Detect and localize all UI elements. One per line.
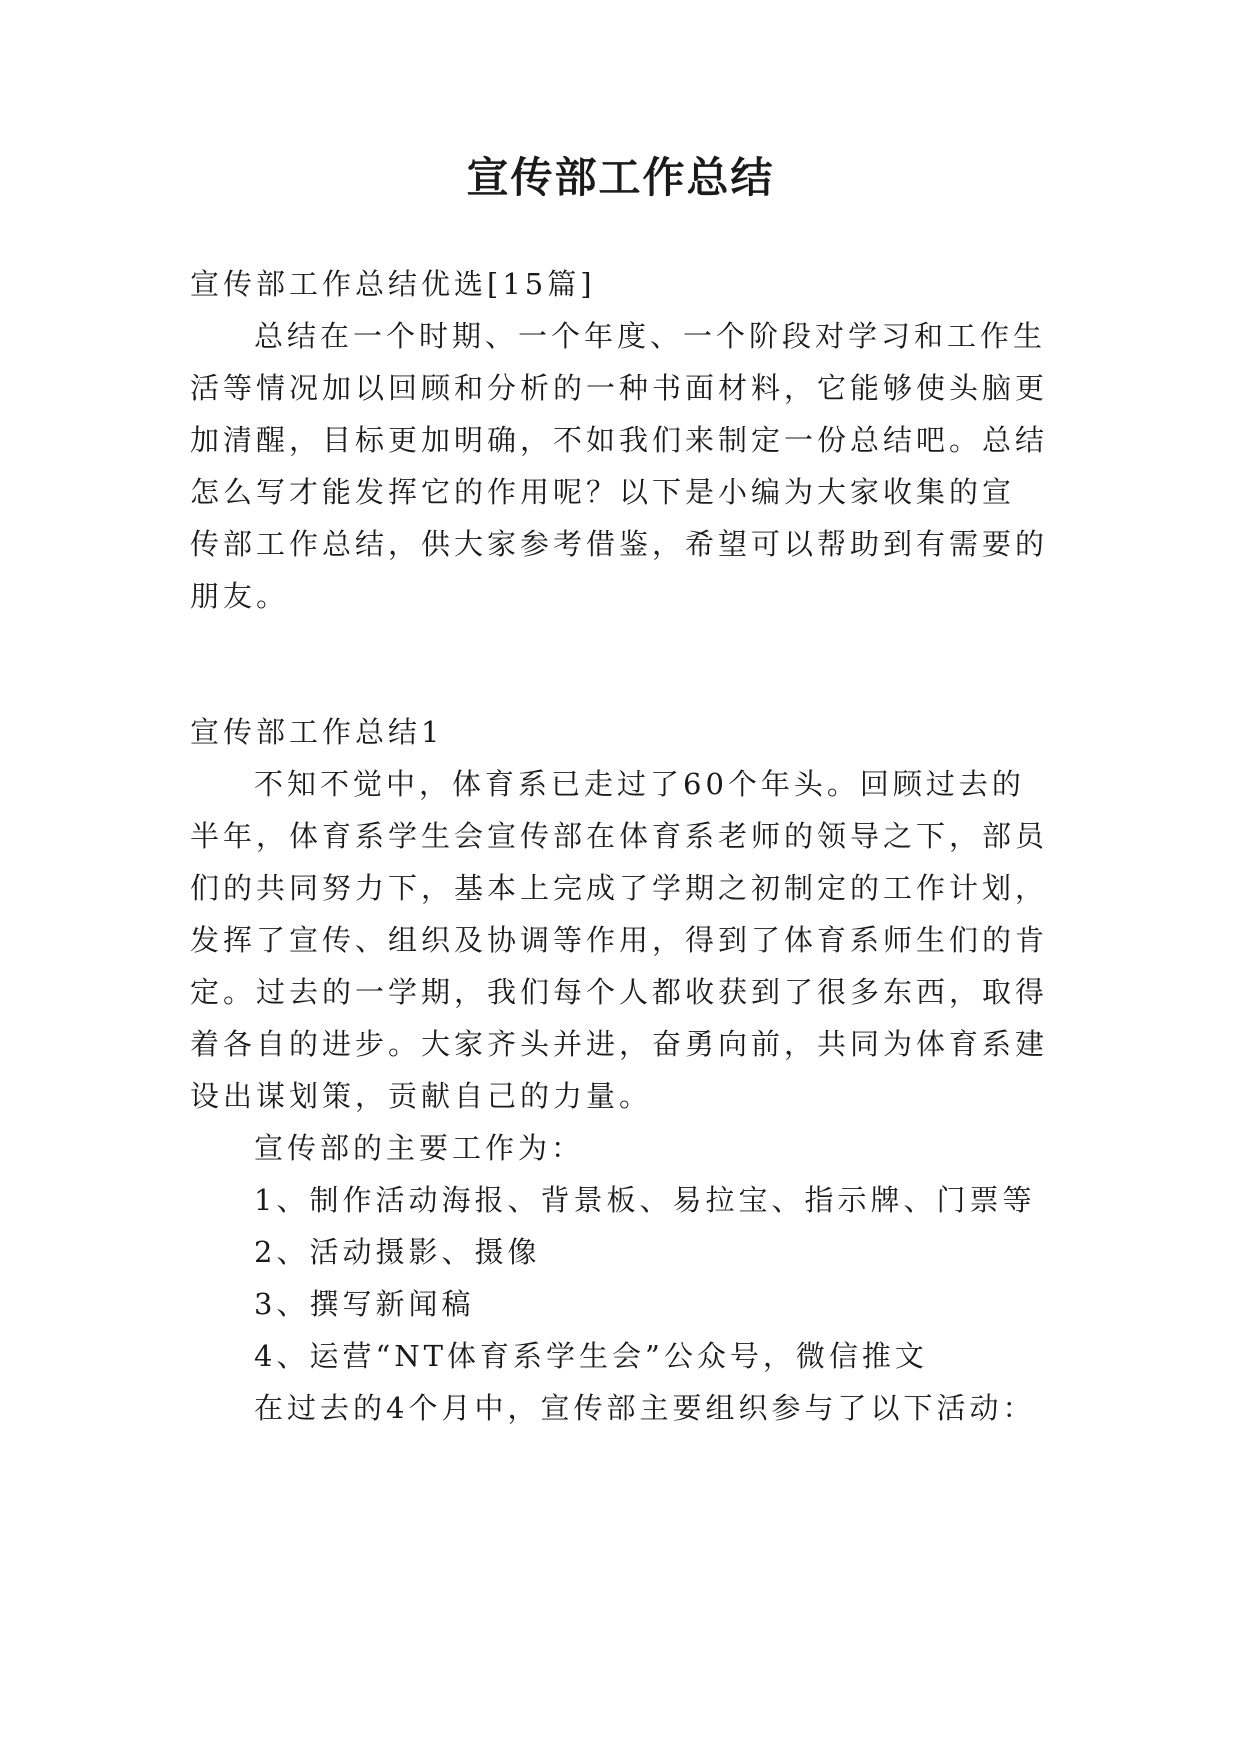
intro-line: 加清醒，目标更加明确，不如我们来制定一份总结吧。总结	[190, 423, 1049, 457]
intro-line: 活等情况加以回顾和分析的一种书面材料，它能够使头脑更	[190, 371, 1049, 405]
intro-line: 总结在一个时期、一个年度、一个阶段对学习和工作生	[254, 319, 1047, 353]
intro-line: 传部工作总结，供大家参考借鉴，希望可以帮助到有需要的	[190, 527, 1049, 561]
main-work-item: 4、运营“NT体育系学生会”公众号，微信推文	[254, 1339, 928, 1373]
intro-line: 怎么写才能发挥它的作用呢？以下是小编为大家收集的宣	[190, 475, 1016, 509]
section-body-line: 发挥了宣传、组织及协调等作用，得到了体育系师生们的肯	[190, 923, 1049, 957]
main-work-heading: 宣传部的主要工作为：	[254, 1131, 585, 1165]
intro-line: 朋友。	[190, 579, 290, 613]
section-body-line: 半年，体育系学生会宣传部在体育系老师的领导之下，部员	[190, 819, 1049, 853]
section-body-line: 设出谋划策，贡献自己的力量。	[190, 1079, 653, 1113]
main-work-item: 3、撰写新闻稿	[254, 1287, 475, 1321]
page-title: 宣传部工作总结	[466, 153, 775, 202]
section-heading: 宣传部工作总结1	[190, 715, 444, 749]
main-work-item: 1、制作活动海报、背景板、易拉宝、指示牌、门票等	[254, 1183, 1036, 1217]
document-subtitle: 宣传部工作总结优选[15篇]	[190, 267, 596, 301]
closing-line: 在过去的4个月中，宣传部主要组织参与了以下活动：	[254, 1391, 1036, 1425]
section-body-line: 们的共同努力下，基本上完成了学期之初制定的工作计划，	[190, 871, 1049, 905]
main-work-item: 2、活动摄影、摄像	[254, 1235, 541, 1269]
section-body-line: 着各自的进步。大家齐头并进，奋勇向前，共同为体育系建	[190, 1027, 1049, 1061]
section-body-line: 定。过去的一学期，我们每个人都收获到了很多东西，取得	[190, 975, 1049, 1009]
section-body-line: 不知不觉中，体育系已走过了60个年头。回顾过去的	[254, 767, 1025, 801]
